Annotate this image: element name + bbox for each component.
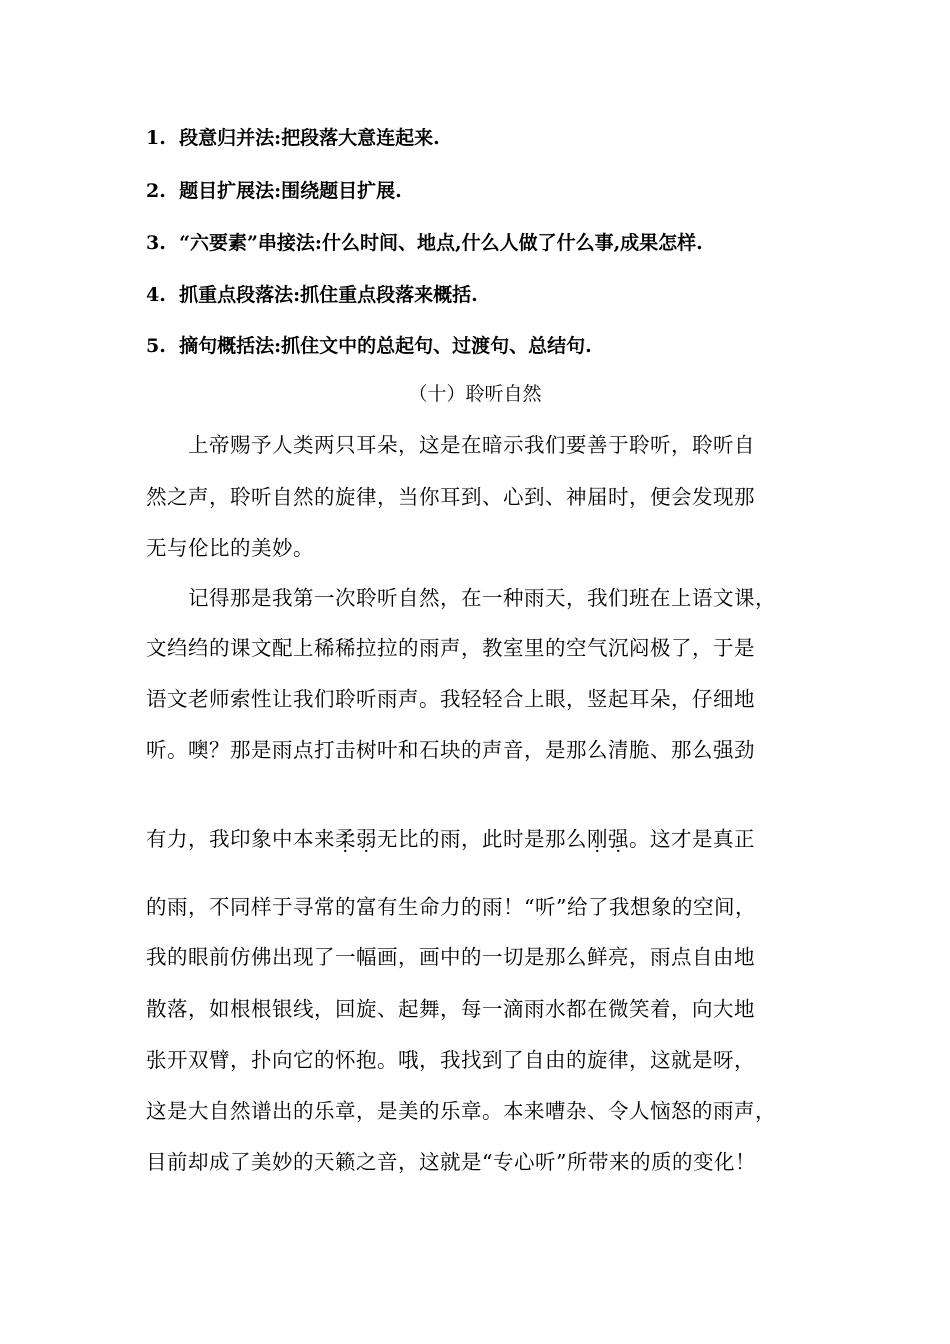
text-line: 记得那是我第一次聆听自然，在一种雨天，我们班在上语文课， bbox=[188, 586, 776, 610]
text-line: 这是大自然谱出的乐章，是美的乐章。本来嘈杂、令人恼怒的雨声， bbox=[146, 1099, 776, 1123]
method-item bbox=[146, 333, 592, 359]
emphasized-char: 强 bbox=[608, 827, 629, 851]
text-line: 我的眼前仿佛出现了一幅画，画中的一切是那么鲜亮，雨点自由地 bbox=[146, 945, 755, 969]
text-line bbox=[146, 825, 755, 853]
section-title: （十）聆听自然 bbox=[408, 383, 542, 405]
emphasized-char: 弱 bbox=[356, 827, 377, 851]
text-line: 散落，如根根银线，回旋、起舞，每一滴雨水都在微笑着，向大地 bbox=[146, 997, 755, 1021]
emphasized-char: 刚 bbox=[587, 827, 608, 851]
method-text: “六要素”串接法:什么时间、地点,什么人做了什么事,成果怎样. bbox=[179, 232, 703, 254]
method-number: 2. bbox=[146, 180, 166, 202]
text-line: 然之声，聆听自然的旋律，当你耳到、心到、神届时，便会发现那 bbox=[146, 485, 755, 509]
method-number: 4. bbox=[146, 284, 166, 306]
emphasized-char: 柔 bbox=[335, 827, 356, 851]
method-item bbox=[146, 282, 478, 308]
method-number: 1. bbox=[146, 127, 166, 149]
method-text: 抓重点段落法:抓住重点段落来概括. bbox=[179, 284, 478, 306]
text-line: 的雨，不同样于寻常的富有生命力的雨！“听”给了我想象的空间， bbox=[146, 895, 756, 919]
method-item bbox=[146, 230, 703, 256]
text-line: 语文老师索性让我们聆听雨声。我轻轻合上眼，竖起耳朵，仔细地 bbox=[146, 687, 755, 711]
text-segment: 无比的雨，此时是那么 bbox=[377, 827, 587, 851]
text-line: 上帝赐予人类两只耳朵，这是在暗示我们要善于聆听，聆听自 bbox=[188, 433, 755, 457]
method-number: 3. bbox=[146, 232, 166, 254]
text-line: 目前却成了美妙的天籁之音，这就是“专心听”所带来的质的变化！ bbox=[146, 1150, 756, 1174]
text-segment: 。这才是真正 bbox=[629, 827, 755, 851]
text-line: 无与伦比的美妙。 bbox=[146, 536, 314, 560]
text-segment: 有力，我印象中本来 bbox=[146, 827, 335, 851]
method-item bbox=[146, 178, 402, 204]
method-number: 5. bbox=[146, 335, 166, 357]
method-text: 摘句概括法:抓住文中的总起句、过渡句、总结句. bbox=[179, 335, 592, 357]
text-line: 听。噢？那是雨点打击树叶和石块的声音，是那么清脆、那么强劲 bbox=[146, 738, 755, 762]
text-line: 张开双臂，扑向它的怀抱。哦，我找到了自由的旋律，这就是呀， bbox=[146, 1048, 755, 1072]
method-item bbox=[146, 125, 440, 151]
method-text: 题目扩展法:围绕题目扩展. bbox=[179, 180, 402, 202]
text-line: 文绉绉的课文配上稀稀拉拉的雨声，教室里的空气沉闷极了，于是 bbox=[146, 636, 755, 660]
method-text: 段意归并法:把段落大意连起来. bbox=[179, 127, 440, 149]
